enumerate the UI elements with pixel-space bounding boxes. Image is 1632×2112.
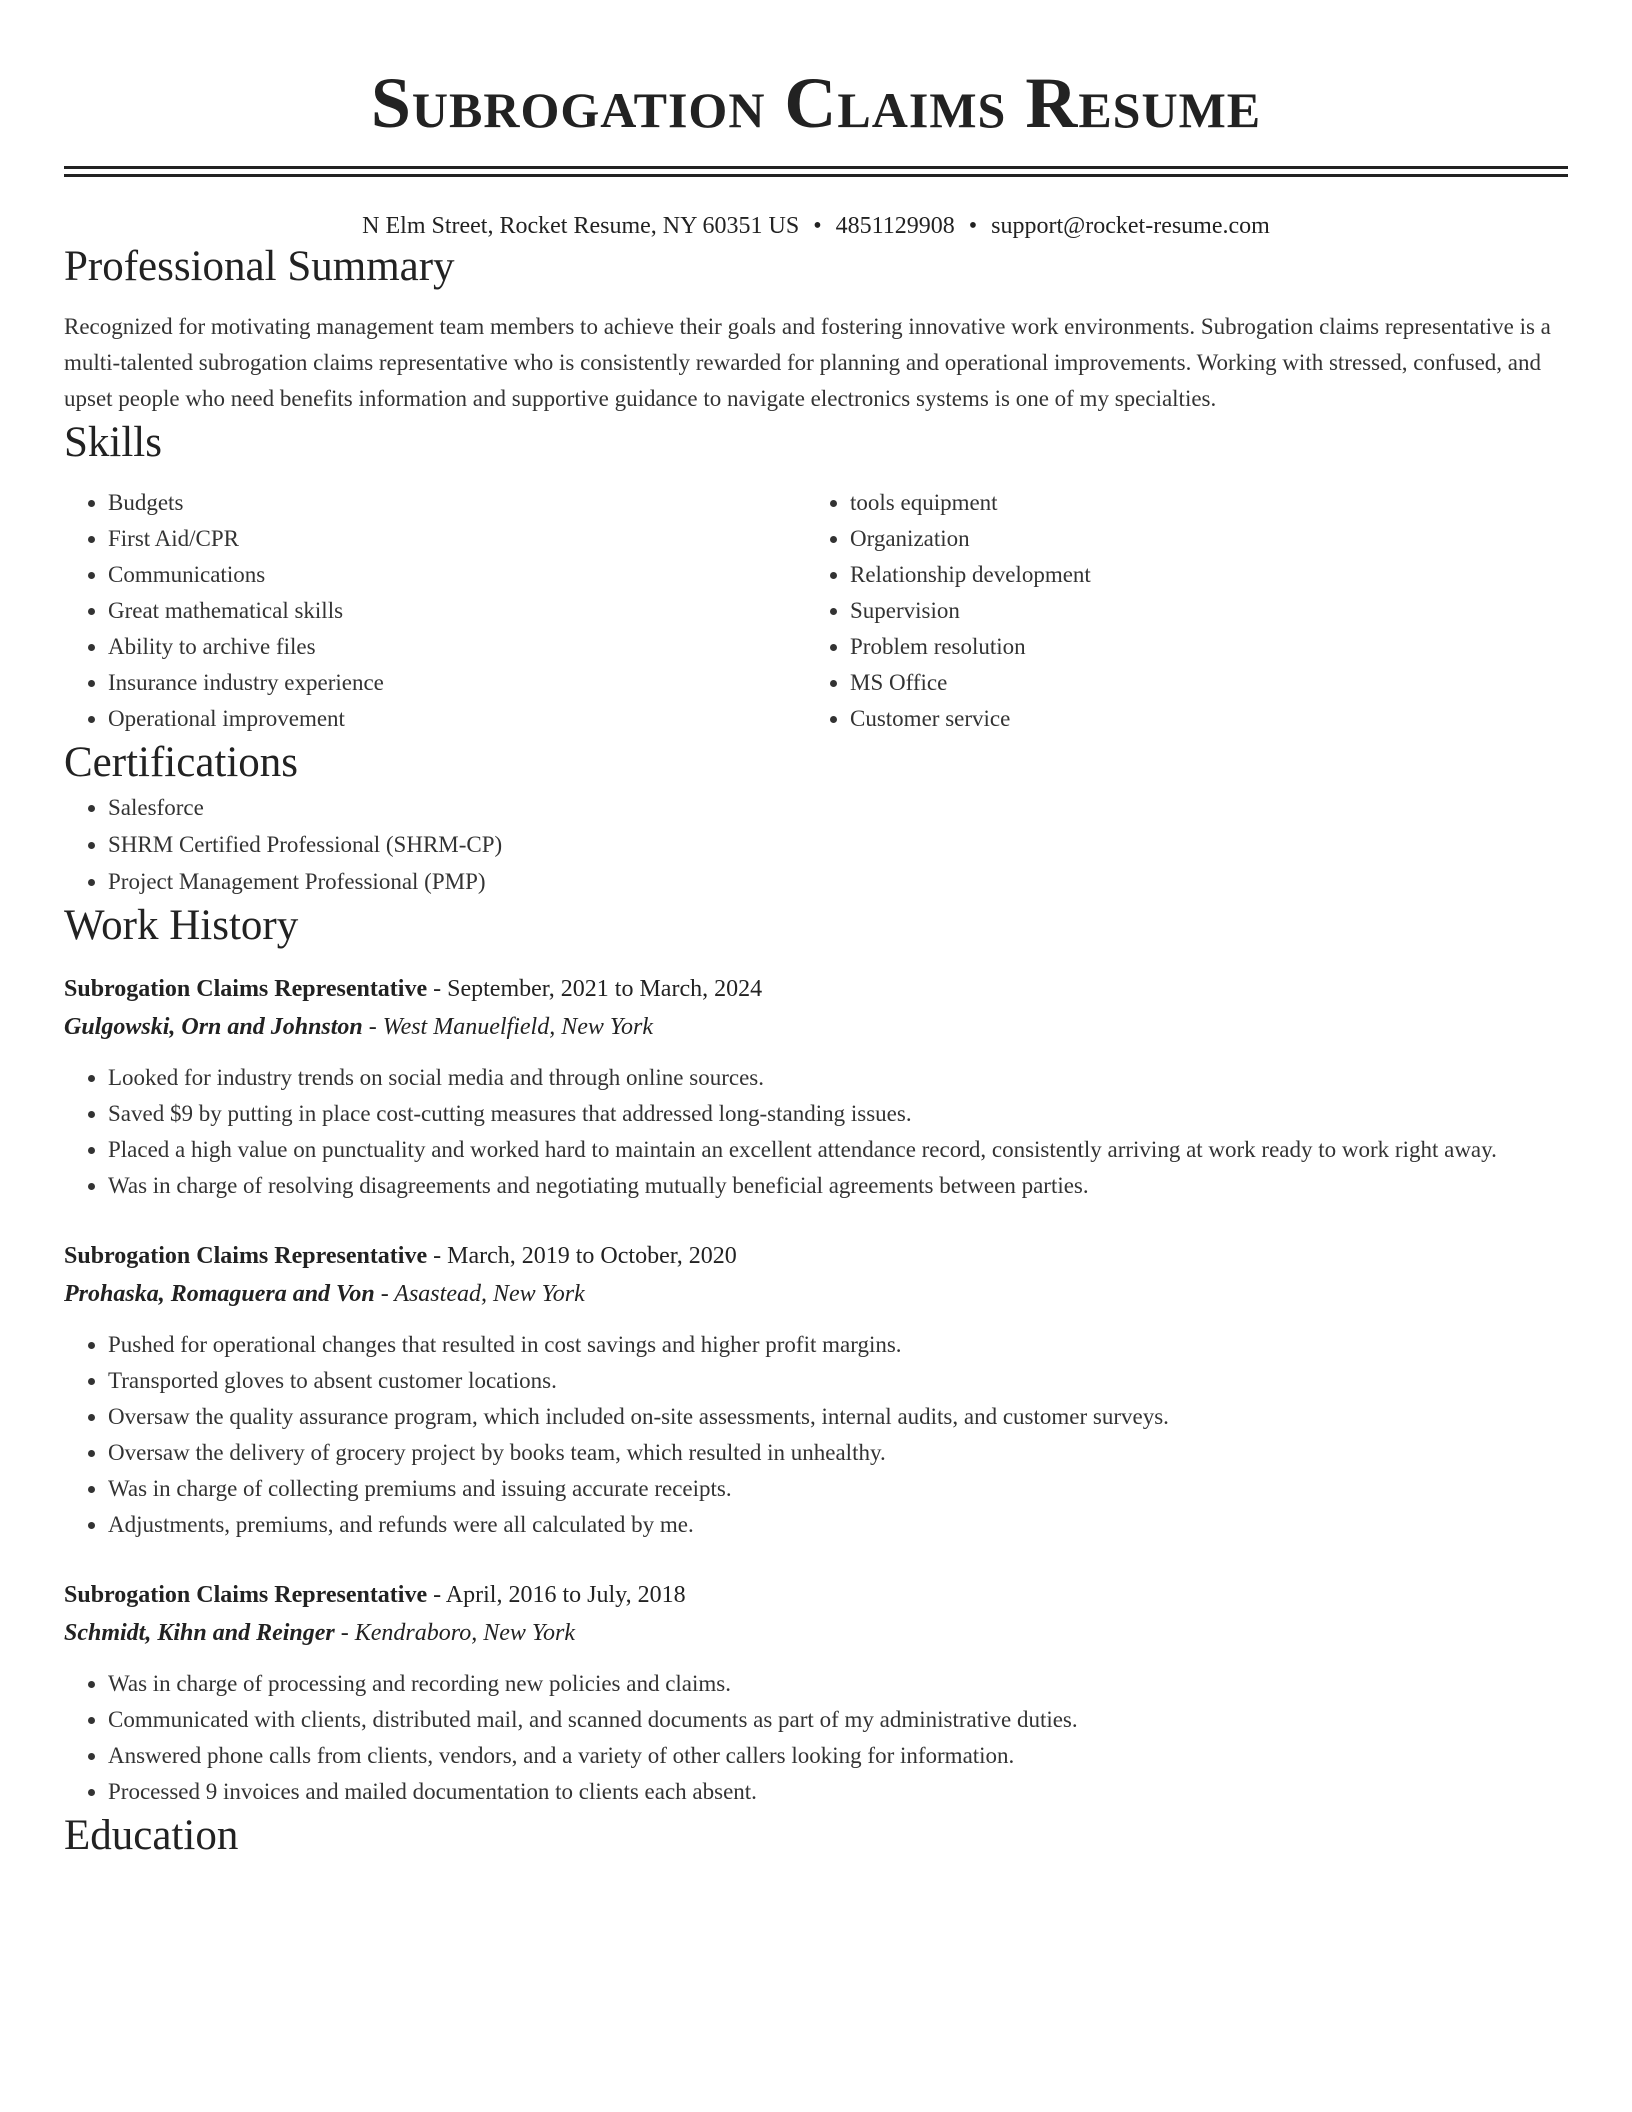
job-company-line <box>64 1614 1568 1652</box>
job-duty-item: • Placed a high value on punctuality and worked hard to maintain an excellent attendance record, consistently arriving at work ready to work right away. <box>108 1132 1568 1168</box>
skill-item: • Operational improvement <box>108 701 806 737</box>
job-entry <box>64 1237 1568 1543</box>
job-location: - Kendraboro, New York <box>334 1620 575 1646</box>
skill-item: • Communications <box>108 557 806 593</box>
contact-separator: • <box>813 213 822 239</box>
job-duty-item: • Was in charge of collecting premiums and issuing accurate receipts. <box>108 1471 1568 1507</box>
skills-column-left <box>64 485 806 737</box>
contact-email: support@rocket-resume.com <box>991 213 1270 239</box>
job-entry <box>64 1576 1568 1810</box>
job-duty-item: • Was in charge of processing and recording new policies and claims. <box>108 1666 1568 1702</box>
job-duty-item: • Adjustments, premiums, and refunds were all calculated by me. <box>108 1507 1568 1543</box>
skill-item: • Budgets <box>108 485 806 521</box>
job-company: Prohaska, Romaguera and Von <box>64 1281 375 1307</box>
certification-item: • SHRM Certified Professional (SHRM-CP) <box>108 826 1568 863</box>
certifications-heading: Certifications <box>64 739 299 786</box>
job-duty-item: • Answered phone calls from clients, vendors, and a variety of other callers looking for information. <box>108 1738 1568 1774</box>
skills-column-right <box>806 485 1548 737</box>
work-history-heading: Work History <box>64 902 299 949</box>
skill-item: • MS Office <box>850 665 1548 701</box>
job-role: Subrogation Claims Representative <box>64 1243 428 1269</box>
job-company: Gulgowski, Orn and Johnston <box>64 1014 363 1040</box>
job-duty-item: • Pushed for operational changes that resulted in cost savings and higher profit margins. <box>108 1327 1568 1363</box>
skill-item: • Customer service <box>850 701 1548 737</box>
job-duty-item: • Was in charge of resolving disagreements and negotiating mutually beneficial agreements between parties. <box>108 1168 1568 1204</box>
contact-address: N Elm Street, Rocket Resume, NY 60351 US <box>362 213 800 239</box>
skill-item: • tools equipment <box>850 485 1548 521</box>
skill-item: • Problem resolution <box>850 629 1548 665</box>
resume-title: Subrogation Claims Resume <box>370 63 1262 143</box>
resume-page <box>64 0 1568 1862</box>
job-duty-item: • Oversaw the delivery of grocery project by books team, which resulted in unhealthy. <box>108 1435 1568 1471</box>
job-duty-item: • Oversaw the quality assurance program, which included on-site assessments, internal audits, and customer surveys. <box>108 1399 1568 1435</box>
job-company-line <box>64 1008 1568 1046</box>
skill-item: • Great mathematical skills <box>108 593 806 629</box>
job-dates: - April, 2016 to July, 2018 <box>427 1582 686 1608</box>
certification-item: • Salesforce <box>108 789 1568 826</box>
education-heading: Education <box>64 1812 239 1859</box>
contact-separator: • <box>968 213 978 239</box>
job-company-line <box>64 1275 1568 1313</box>
skill-item: • First Aid/CPR <box>108 521 806 557</box>
skill-item: • Relationship development <box>850 557 1548 593</box>
job-location: - West Manuelfield, New York <box>362 1014 653 1040</box>
summary-text: Recognized for motivating management team members to achieve their goals and fostering innovative work environments. Subrogation claims representative is a multi-talented subrogation claims representative who is consistently rewarded for planning and operational improvements. Working with stressed, confused, and upset people who need benefits information and supportive guidance to navigate electronics systems is one of my specialties. <box>64 314 1551 411</box>
job-company: Schmidt, Kihn and Reinger <box>64 1620 335 1646</box>
skills-heading: Skills <box>64 419 162 466</box>
skill-item: • Insurance industry experience <box>108 665 806 701</box>
job-title-line <box>64 1576 1568 1614</box>
job-role: Subrogation Claims Representative <box>64 1582 428 1608</box>
contact-phone: 4851129908 <box>835 213 955 239</box>
skill-item: • Supervision <box>850 593 1548 629</box>
job-duties <box>64 1060 1568 1204</box>
job-duty-item: • Saved $9 by putting in place cost-cutting measures that addressed long-standing issues. <box>108 1096 1568 1132</box>
contact-line <box>64 211 1568 241</box>
title-divider-top <box>64 166 1568 169</box>
skills-list <box>64 485 1568 737</box>
job-duties <box>64 1666 1568 1810</box>
job-title-line <box>64 970 1568 1008</box>
skill-item: • Ability to archive files <box>108 629 806 665</box>
job-duty-item: • Transported gloves to absent customer locations. <box>108 1363 1568 1399</box>
job-duties <box>64 1327 1568 1543</box>
skill-item: • Organization <box>850 521 1548 557</box>
certifications-list <box>64 789 1568 900</box>
job-role: Subrogation Claims Representative <box>64 976 428 1002</box>
summary-heading: Professional Summary <box>64 243 455 290</box>
certification-item: • Project Management Professional (PMP) <box>108 863 1568 900</box>
job-dates: - March, 2019 to October, 2020 <box>427 1243 737 1269</box>
job-duty-item: • Communicated with clients, distributed mail, and scanned documents as part of my administrative duties. <box>108 1702 1568 1738</box>
job-dates: - September, 2021 to March, 2024 <box>427 976 763 1002</box>
job-location: - Asastead, New York <box>374 1281 585 1307</box>
job-title-line <box>64 1237 1568 1275</box>
job-entry <box>64 970 1568 1204</box>
job-duty-item: • Processed 9 invoices and mailed documentation to clients each absent. <box>108 1774 1568 1810</box>
job-duty-item: • Looked for industry trends on social media and through online sources. <box>108 1060 1568 1096</box>
title-divider-bottom <box>64 174 1568 177</box>
